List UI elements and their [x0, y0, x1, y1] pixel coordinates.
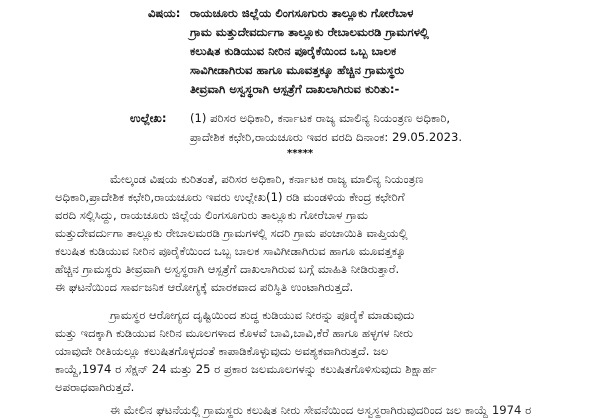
paragraph-1-line-5: ಕಲುಷಿತ ಕುಡಿಯುವ ನೀರಿನ ಪೂರೈಕೆಯಿಂದ ಒಬ್ಬ ಬಾಲಕ ಸಾವಿಗೀಡಾಗಿರುವ ಹಾಗೂ ಮೂವತ್ತಕ್ಕೂ — [55, 244, 406, 258]
paragraph-2-line-2: ಮತ್ತು ಇದಕ್ಕಾಗಿ ಕುಡಿಯುವ ನೀರಿನ ಮೂಲಗಳಾದ ಕೊಳವೆ ಬಾವಿ,ಬಾವಿ,ಕೆರೆ ಹಾಗೂ ಹಳ್ಳಗಳ ನೀರು — [55, 326, 413, 340]
paragraph-1-line-6: ಹೆಚ್ಚಿನ ಗ್ರಾಮಸ್ಥರು ತೀವ್ರವಾಗಿ ಅಸ್ವಸ್ಥರಾಗಿ ಆಸ್ಪತ್ರೆಗೆ ದಾಖಲಾಗಿರುವ ಬಗ್ಗೆ ಮಾಹಿತಿ ನೀಡಿರುತ್ತಾರೆ. — [55, 262, 400, 276]
reference-label: ಉಲ್ಲೇಖ: — [130, 111, 167, 125]
paragraph-2-line-4: ಕಾಯ್ದೆ,1974 ರ ಸೆಕ್ಷನ್ 24 ಮತ್ತು 25 ರ ಪ್ರಕಾರ ಜಲಮೂಲಗಳನ್ನು ಕಲುಷಿತಗೊಳಿಸುವುದು ಶಿಕ್ಷಾರ್ಹ — [55, 362, 437, 376]
reference-line-2: ಪ್ರಾದೇಶಿಕ ಕಛೇರಿ,ರಾಯಚೂರು ಇವರ ವರದಿ ದಿನಾಂಕ: 29.05.2023. — [190, 130, 463, 144]
partial-text-line: ಈ ಮೇಲಿನ ಘಟನೆಯಲ್ಲಿ ಗ್ರಾಮಸ್ಥರು ಕಲುಷಿತ ನೀರು ಸೇವನೆಯಿಂದ ಅಸ್ವಸ್ಥರಾಗಿರುವುದರಿಂದ ಜಲ ಕಾಯ್ದೆ 1974 ರ — [110, 403, 532, 417]
paragraph-1-line-7: ಈ ಘಟನೆಯಿಂದ ಸಾರ್ವಜನಿಕ ಆರೋಗ್ಯಕ್ಕೆ ಮಾರಕವಾದ ಪರಿಸ್ಥಿತಿ ಉಂಟಾಗಿರುತ್ತದೆ. — [55, 280, 354, 294]
subject-line-3: ಕಲುಷಿತ ಕುಡಿಯುವ ನೀರಿನ ಪೂರೈಕೆಯಿಂದ ಒಬ್ಬ ಬಾಲಕ — [190, 44, 397, 58]
paragraph-1-line-1: ಮೇಲ್ಕಂಡ ವಿಷಯ ಕುರಿತಂತೆ, ಪರಿಸರ ಅಧಿಕಾರಿ, ಕರ್ನಾಟಕ ರಾಜ್ಯ ಮಾಲಿನ್ಯ ನಿಯಂತ್ರಣ — [110, 172, 424, 186]
paragraph-1-line-2: ಅಧಿಕಾರಿ,ಪ್ರಾದೇಶಿಕ ಕಛೇರಿ,ರಾಯಚೂರು ಇವರು ಉಲ್ಲೇಖ(1) ರಡಿ ಮಂಡಳಿಯ ಕೇಂದ್ರ ಕಛೇರಿಗೆ — [55, 190, 405, 204]
subject-line-1: ರಾಯಚೂರು ಜಿಲ್ಲೆಯ ಲಿಂಗಸೂಗುರು ತಾಲ್ಲೂಕು ಗೋರೆಬಾಳ — [190, 6, 414, 20]
subject-line-5: ತೀವ್ರವಾಗಿ ಅಸ್ವಸ್ಥರಾಗಿ ಆಸ್ಪತ್ರೆಗೆ ದಾಖಲಾಗಿರುವ ಕುರಿತು:- — [190, 82, 400, 96]
subject-line-2: ಗ್ರಾಮ ಮತ್ತುದೇವರ್ದುಗಾ ತಾಲ್ಲೂಕು ರೇಬಾಲಮರಡಿ ಗ್ರಾಮಗಳಲ್ಲಿ — [190, 25, 429, 39]
paragraph-2-line-3: ಯಾವುದೇ ರೀತಿಯಲ್ಲೂ ಕಲುಷಿತಗೊಳ್ಳದಂತೆ ಕಾಪಾಡಿಕೊಳ್ಳುವುದು ಅವಶ್ಯಕವಾಗಿರುತ್ತದೆ. ಜಲ — [55, 344, 389, 358]
paragraph-2-line-1: ಗ್ರಾಮಸ್ಥರ ಆರೋಗ್ಯದ ದೃಷ್ಟಿಯಿಂದ ಶುದ್ಧ ಕುಡಿಯುವ ನೀರನ್ನು ಪೂರೈಕೆ ಮಾಡುವುದು — [110, 308, 415, 322]
subject-label: ವಿಷಯ: — [148, 6, 181, 20]
separator: ***** — [287, 148, 314, 159]
paragraph-1-line-3: ವರದಿ ಸಲ್ಲಿಸಿದ್ದು, ರಾಯಚೂರು ಜಿಲ್ಲೆಯ ಲಿಂಗಸೂಗುರು ತಾಲ್ಲೂಕು ಗೋರೆಬಾಳ ಗ್ರಾಮ — [55, 208, 369, 222]
paragraph-1-line-4: ಮತ್ತುದೇವರ್ದುಗಾ ತಾಲ್ಲೂಕು ರೇಬಾಲಮರಡಿ ಗ್ರಾಮಗಳಲ್ಲಿ ಸದರಿ ಗ್ರಾಮ ಪಂಚಾಯಿತಿ ವಾಪ್ತಿಯಲ್ಲಿ — [55, 226, 408, 240]
paragraph-2-line-5: ಅಪರಾಧವಾಗಿರುತ್ತದೆ. — [55, 380, 135, 394]
reference-line-1: (1) ಪರಿಸರ ಅಧಿಕಾರಿ, ಕರ್ನಾಟಕ ರಾಜ್ಯ ಮಾಲಿನ್ಯ ನಿಯಂತ್ರಣ ಅಧಿಕಾರಿ, — [190, 111, 451, 125]
subject-line-4: ಸಾವಿಗೀಡಾಗಿರುವ ಹಾಗೂ ಮೂವತ್ತಕ್ಕೂ ಹೆಚ್ಚಿನ ಗ್ರಾಮಸ್ಥರು — [190, 63, 405, 77]
